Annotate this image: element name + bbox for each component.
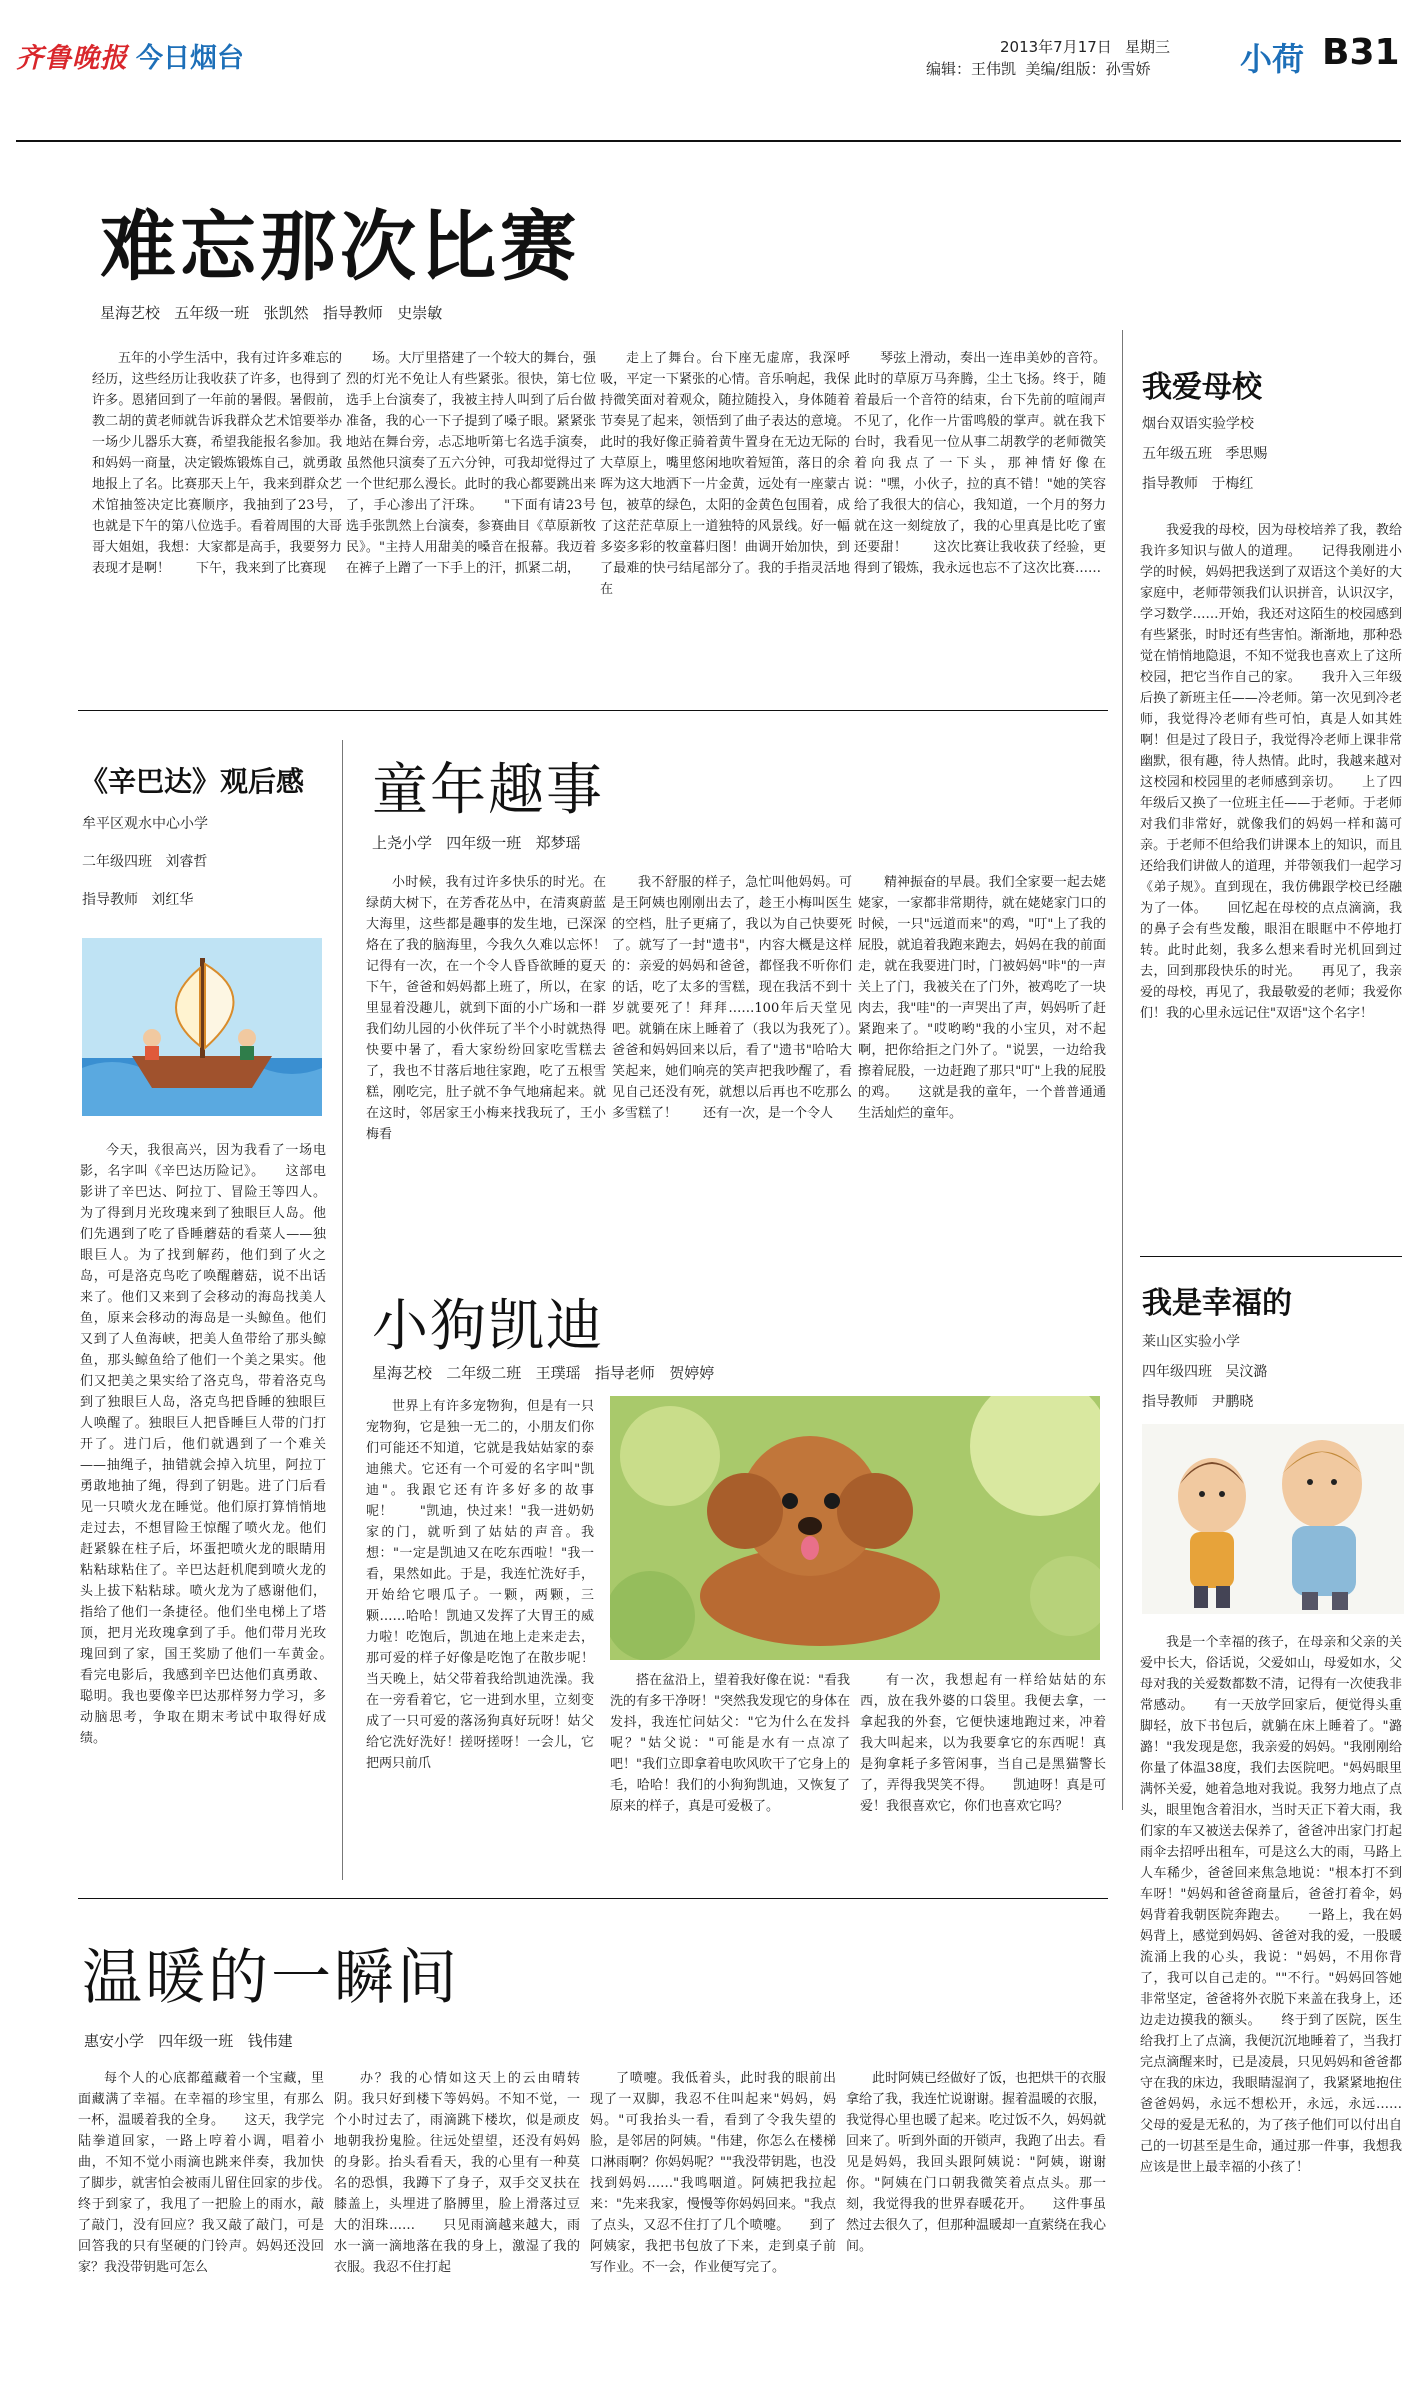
- editor-credits: 编辑：王伟凯 美编/组版：孙雪娇: [926, 60, 1151, 78]
- masthead: [0, 0, 1417, 90]
- main-article-column: 场。大厅里搭建了一个较大的舞台，强烈的灯光不免让人有些紧张。很快，第七位选手上台演奏了，我被主持人叫到了后台做准备，我的心一下子提到了嗓子眼。紧紧张地站在舞台旁，忐忑地听第七名选手演奏，虽然他只演奏了五六分钟，可我却觉得过了一个世纪那么漫长。此时的我心都要跳出来了，手心渗出了汗珠。 "下面有请23号选手张凯然上台演奏，参赛曲目《草原新牧民》。"主持人用甜美的嗓音在报幕。我迈着在裤子上蹭了一下手上的汗，抓紧二胡，: [346, 351, 596, 576]
- sinbad-teacher: 指导教师 刘红华: [82, 892, 194, 908]
- issue-date: 2013年7月17日: [1000, 38, 1112, 56]
- main-article-column: 琴弦上滑动，奏出一连串美妙的音符。此时的草原万马奔腾，尘土飞扬。终于，随着最后一个音符的结束，台下先前的喧闹声不见了，化作一片雷鸣般的掌声。就在我下台时，我看见一位从事二胡教学的老师微笑着向我点了一下头，那神情好像在说："嘿，小伙子，拉的真不错！"她的笑容给了我很大的信心，我知道，一个月的努力就在这一刻绽放了，我的心里真是比吃了蜜还要甜！ 这次比赛让我收获了经验，更得到了锻炼，我永远也忘不了这次比赛……: [854, 351, 1106, 576]
- page-number: B31: [1322, 32, 1400, 73]
- sinbad-author: 二年级四班 刘睿哲: [82, 854, 208, 870]
- happy-school: 莱山区实验小学: [1142, 1334, 1240, 1350]
- masthead-rule: [16, 140, 1401, 142]
- happy-title: 我是幸福的: [1142, 1286, 1292, 1321]
- mother-school-author: 五年级五班 季思赐: [1142, 446, 1268, 462]
- issue-weekday: 星期三: [1125, 38, 1171, 56]
- mother-school-school: 烟台双语实验学校: [1142, 416, 1254, 432]
- happy-author: 四年级四班 吴汶潞: [1142, 1364, 1268, 1380]
- puppy-byline: 星海艺校 二年级二班 王璞瑶 指导老师 贺婷婷: [372, 1364, 715, 1382]
- main-article-byline: 星海艺校 五年级一班 张凯然 指导教师 史崇敏: [100, 304, 443, 322]
- warm-column: 了喷嚏。我低着头，此时我的眼前出现了一双脚，我忍不住叫起来"妈妈，妈妈。"可我抬头一看，看到了令我失望的脸，是邻居的阿姨。"伟建，你怎么在楼梯口淋雨啊？你妈妈呢？""我没带钥匙，也没找到妈妈……"我鸣咽道。阿姨把我拉起来："先来我家，慢慢等你妈妈回来。"我点了点头，又忍不住打了几个喷嚏。 到了阿姨家，我把书包放了下来，走到桌子前写作业。不一会，作业便写完了。: [590, 2071, 836, 2275]
- childhood-byline: 上尧小学 四年级一班 郑梦瑶: [372, 834, 581, 852]
- warm-column: 办？我的心情如这天上的云由晴转阴。我只好到楼下等妈妈。不知不觉，一个小时过去了，雨滴跳下楼坎，似是顽皮地朝我扮鬼脸。往远处望望，还没有妈妈的身影。抬头看看天，我的心里有一种莫名的恐惧，我蹲下了身子，双手交叉扶在膝盖上，头埋进了胳膊里，脸上滑落过豆大的泪珠…… 只见雨滴越来越大，雨水一滴一滴地落在我的身上，激湿了我的衣服。我忍不住打起: [334, 2071, 580, 2275]
- sinbad-body: 今天，我很高兴，因为我看了一场电影，名字叫《辛巴达历险记》。 这部电影讲了辛巴达、阿拉丁、冒险王等四人。为了得到月光玫瑰来到了独眼巨人岛。他们先遇到了吃了昏睡蘑菇的看菜人——独眼巨人。为了找到解药，他们到了火之岛，可是洛克鸟吃了唤醒蘑菇，说不出话来了。他们又来到了会移动的海岛找美人鱼，原来会移动的海岛是一头鲸鱼。他们又到了人鱼海峡，把美人鱼带给了那头鲸鱼，那头鲸鱼给了他们一个美之果实。他们又把美之果实给了洛克鸟，带着洛克鸟到了独眼巨人岛，洛克鸟把昏睡的独眼巨人唤醒了。独眼巨人把昏睡巨人带的门打开了。进门后，他们就遇到了一个难关——抽绳子，抽错就会掉入坑里，阿拉丁勇敢地抽了绳，得到了钥匙。进了门后看见一只喷火龙在睡觉。他们原打算悄悄地走过去，不想冒险王惊醒了喷火龙。他们赶紧躲在柱子后，坏蛋把喷火龙的眼睛用粘粘球粘住了。辛巴达赶机爬到喷火龙的头上拔下粘粘球。喷火龙为了感谢他们，指给了他们一条捷径。他们坐电梯上了塔顶，把月光玫瑰拿到了手。他们带月光玫瑰回到了家，国王奖励了他们一车黄金。 看完电影后，我感到辛巴达他们真勇敢、聪明。我也要像辛巴达那样努力学习，多动脑思考，争取在期末考试中取得好成绩。: [80, 1143, 326, 1746]
- childhood-column: 精神振奋的早晨。我们全家要一起去姥姥家，一家都非常期待，就在姥姥家门口的时候，一只"远道而来"的鸡，"叮"上了我的屁股，就追着我跑来跑去，妈妈在我的前面走，就在我要进门时，门被妈妈"咔"的一声关上了门，我被关在了门外，被鸡吃了一块肉去，我"哇"的一声哭出了声，妈妈听了赶紧跑来了。"哎哟哟"我的小宝贝，对不起啊，把你给拒之门外了。"说罢，一边给我擦着屁股，一边赶跑了那只"叮"上我的屁股的鸡。 这就是我的童年，一个普普通通生活灿烂的童年。: [858, 875, 1106, 1121]
- mother-school-body: 我爱我的母校，因为母校培养了我，教给我许多知识与做人的道理。 记得我刚进小学的时候，妈妈把我送到了双语这个美好的大家庭中，老师带领我们认识拼音，认识汉字，学习数学……开始，我还对这陌生的校园感到有些紧张，时时还有些害怕。渐渐地，那种恐觉在悄悄地隐退，不知不觉我也喜欢上了这所校园，把它当作自己的家。 我升入三年级后换了新班主任——冷老师。第一次见到冷老师，我觉得冷老师有些可怕，真是人如其姓啊！但是过了段日子，我觉得冷老师上课非常幽默，很有趣，待人热情。此时，我越来越对这校园和校园里的老师感到亲切。 上了四年级后又换了一位班主任——于老师。于老师对我们非常好，就像我们的妈妈一样和蔼可亲。于老师不但给我们讲课本上的知识，而且还给我们讲做人的道理，并带领我们一起学习《弟子规》。直到现在，我仿佛跟学校已经融为了一体。 回忆起在母校的点点滴滴，我的鼻子会有些发酸，眼泪在眼眶中不停地打转。此时此刻，我多么想来看时光机回到过去，回到那段快乐的时光。 再见了，我亲爱的母校，再见了，我最敬爱的老师；我爱你们！我的心里永远记住"双语"这个名字！: [1140, 523, 1402, 1021]
- childhood-title: 童年趣事: [372, 758, 604, 823]
- right-column-divider: [1122, 330, 1123, 1810]
- paper-logo: 齐鲁晚报: [16, 43, 128, 74]
- happy-illustration: [1142, 1424, 1404, 1614]
- section-rule: [78, 710, 1108, 711]
- sinbad-title: 《辛巴达》观后感: [80, 765, 305, 798]
- happy-body: 我是一个幸福的孩子，在母亲和父亲的关爱中长大，俗话说，父爱如山，母爱如水，父母对我的关爱数都数不清，记得有一次使我非常感动。 有一天放学回家后，便觉得头重脚轻，放下书包后，就躺在床上睡着了。"潞潞！"我发现是您，我亲爱的妈妈。"我刚刚给你量了体温38度，我们去医院吧。"妈妈眼里满怀关爱，她着急地对我说。我努力地点了点头，眼里饱含着泪水，当时天正下着大雨，我们家的车又被送去保养了，爸爸冲出家门打起雨伞去招呼出租车，可是这么大的雨，马路上人车稀少，爸爸回来焦急地说："根本打不到车呀！"妈妈和爸爸商量后，爸爸打着伞，妈妈背着我朝医院奔跑去。 一路上，我在妈妈背上，感觉到妈妈、爸爸对我的爱，一股暖流涌上我的心头，我说："妈妈，不用你背了，我可以自己走的。""不行。"妈妈回答她非常坚定，爸爸将外衣脱下来盖在我身上，还边走边摸我的额头。 终于到了医院，医生给我打上了点滴，我便沉沉地睡着了，当我打完点滴醒来时，已是凌晨，只见妈妈和爸爸都守在我的床边，我眼睛湿润了，我紧紧地抱住爸爸妈妈，永远不想松开，永远，永远…… 父母的爱是无私的，为了孩子他们可以付出自己的一切甚至是生命，通过那一件事，我想我应该是世上最幸福的小孩了！: [1140, 1635, 1402, 2175]
- section-name: 今日烟台: [136, 43, 244, 74]
- sinbad-school: 牟平区观水中心小学: [82, 816, 208, 832]
- puppy-title: 小狗凯迪: [372, 1294, 604, 1359]
- mother-school-teacher: 指导教师 于梅红: [1142, 476, 1254, 492]
- puppy-column: 搭在盆沿上，望着我好像在说："看我洗的有多干净呀！"突然我发现它的身体在发抖，我连忙问姑父："它为什么在发抖呢？"姑父说："可能是水有一点凉了吧！"我们立即拿着电吹风吹干了它身上的毛，哈哈！我们的小狗狗凯迪，又恢复了原来的样子，真是可爱极了。: [610, 1673, 850, 1814]
- main-article-column: 五年的小学生活中，我有过许多难忘的经历，这些经历让我收获了许多，也得到了许多。恩猪回到了一年前的暑假。暑假前，教二胡的黄老师就告诉我群众艺术馆要举办一场少儿器乐大赛，希望我能报名参加。我和妈妈一商量，决定锻炼锻炼自己，就勇敢地报上了名。比赛那天上午，我来到群众艺术馆抽签决定比赛顺序，我抽到了23号，也就是下午的第八位选手。看着周围的大哥哥大姐姐，我想：大家都是高手，我要努力表现才是啊！ 下午，我来到了比赛现: [92, 351, 342, 576]
- main-article-title: 难忘那次比赛: [100, 202, 580, 291]
- puppy-column: 世界上有许多宠物狗，但是有一只宠物狗，它是独一无二的，小朋友们你们可能还不知道，它就是我姑姑家的泰迪熊犬。它还有一个可爱的名字叫"凯迪"。我跟它还有许多好多的故事呢！ "凯迪，快过来！"我一进奶奶家的门，就听到了姑姑的声音。我想："一定是凯迪又在吃东西啦！"我一看，果然如此。于是，我连忙洗好手，开始给它喂瓜子。一颗，两颗，三颗……哈哈！凯迪又发挥了大胃王的威力啦！吃饱后，凯迪在地上走来走去，那可爱的样子好像是吃饱了在散步呢！ 当天晚上，姑父带着我给凯迪洗澡。我在一旁看着它，它一进到水里，立刻变成了一只可爱的落汤狗真好玩呀！姑父给它洗好洗好！搓呀搓呀！一会儿，它把两只前爪: [366, 1399, 594, 1771]
- childhood-column: 我不舒服的样子，急忙叫他妈妈。可是王阿姨也刚刚出去了，趁王小梅叫医生的空档，肚子更痛了，我以为自己快要死了。就写了一封"遗书"，内容大概是这样的：亲爱的妈妈和爸爸，都怪我不听你们的话，吃了太多的雪糕，现在我活不到十岁就要死了！拜拜……100年后天堂见吧。就躺在床上睡着了（我以为我死了）。 爸爸和妈妈回来以后，看了"遗书"哈哈大笑起来，她们响亮的笑声把我吵醒了，看见自己还没有死，就想以后再也不吃那么多雪糕了！ 还有一次，是一个令人: [612, 875, 852, 1121]
- warm-byline: 惠安小学 四年级一班 钱伟建: [84, 2032, 293, 2050]
- warm-column: 此时阿姨已经做好了饭，也把烘干的衣服拿给了我，我连忙说谢谢。握着温暖的衣服，我觉得心里也暖了起来。吃过饭不久，妈妈就回来了。听到外面的开锁声，我跑了出去。看见是妈妈，我回头跟阿姨说："阿姨，谢谢你。"阿姨在门口朝我微笑着点点头。那一刻，我觉得我的世界春暖花开。 这件事虽然过去很久了，但那种温暖却一直萦绕在我心间。: [846, 2071, 1106, 2254]
- section-rule: [1140, 1256, 1402, 1257]
- section-rule: [78, 1898, 1108, 1899]
- mother-school-title: 我爱母校: [1142, 370, 1262, 405]
- childhood-column: 小时候，我有过许多快乐的时光。在绿荫大树下，在芳香花丛中，在清爽蔚蓝大海里，这些都是趣事的发生地，已深深烙在了我的脑海里，今我久久难以忘怀！ 记得有一次，在一个令人昏昏欲睡的夏天下午，爸爸和妈妈都上班了，所以，在家里显着没趣儿，就到下面的小广场和一群我们幼儿园的小伙伴玩了半个小时就热得快要中暑了，看大家纷纷回家吃雪糕去了，我也不甘落后地往家跑，吃了五根雪糕，刚吃完，肚子就不争气地痛起来。就在这时，邻居家王小梅来找我玩了，王小梅看: [366, 875, 606, 1142]
- sinbad-illustration: [82, 938, 322, 1116]
- happy-teacher: 指导教师 尹鹏晓: [1142, 1394, 1254, 1410]
- warm-title: 温暖的一瞬间: [82, 1943, 460, 2013]
- main-article-column: 走上了舞台。台下座无虚席，我深呼吸，平定一下紧张的心情。音乐响起，我保持微笑面对着观众，随拉随投入，身体随着节奏晃了起来，领悟到了曲子表达的意境。此时的我好像正骑着黄牛置身在无边无际的大草原上，嘴里悠闲地吹着短笛，落日的余晖为这大地洒下一片金黄，远处有一座蒙古包，被草的绿色，太阳的金黄色包围着，成了这茫茫草原上一道独特的风景线。好一幅多姿多彩的牧童暮归图！曲调开始加快，到了最难的快弓结尾部分了。我的手指灵活地在: [600, 351, 850, 597]
- puppy-column: 有一次，我想起有一样给姑姑的东西，放在我外婆的口袋里。我便去拿，一拿起我的外套，它便快速地跑过来，冲着我大叫起来，以为我要拿它的东西呢！真是狗拿耗子多管闲事，当自己是黑猫警长了，弄得我哭笑不得。 凯迪呀！真是可爱！我很喜欢它，你们也喜欢它吗？: [860, 1673, 1106, 1814]
- column-name: 小荷: [1240, 40, 1305, 78]
- warm-column: 每个人的心底都蕴藏着一个宝藏，里面藏满了幸福。在幸福的珍宝里，有那么一杯，温暖着我的全身。 这天，我学完陆拳道回家，一路上哼着小调，唱着小曲，不知不觉小雨滴也跳来伴奏，我加快了脚步，就害怕会被雨儿留住回家的步伐。 终于到家了，我甩了一把脸上的雨水，敲了敲门，没有回应？我又敲了敲门，可是回答我的只有坚硬的门铃声。妈妈还没回家？我没带钥匙可怎么: [78, 2071, 324, 2275]
- column-divider: [342, 740, 343, 1880]
- puppy-photo: [610, 1396, 1100, 1660]
